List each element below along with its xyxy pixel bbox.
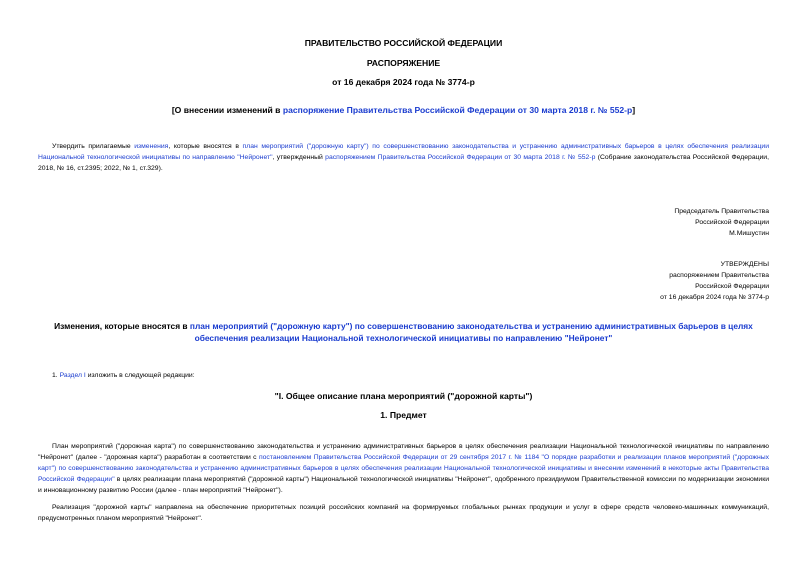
section-title: "I. Общее описание плана мероприятий ("дорожной карты")	[274, 391, 533, 401]
signature-block	[569, 206, 769, 239]
para1-text-1: Утвердить прилагаемые	[52, 143, 135, 150]
changes-title	[38, 320, 769, 344]
item-1	[38, 370, 769, 381]
paragraph-2	[38, 441, 769, 496]
item-1-number: 1.	[52, 372, 60, 379]
changes-title-text: Изменения, которые вносятся в	[54, 321, 190, 331]
approval-line-2: распоряжением Правительства	[669, 272, 769, 279]
para1-text-3: , утвержденный	[272, 154, 326, 161]
roadmap-link[interactable]: план мероприятий ("дорожную карту") по совершенствованию законодательства и устранению административных барьеров в целях обеспечения реализации Национальной технологической инициативы по направлению "Нейронет"	[38, 143, 769, 161]
item-1-text: изложить в следующей редакции:	[85, 372, 195, 379]
org-title: ПРАВИТЕЛЬСТВО РОССИЙСКОЙ ФЕДЕРАЦИИ	[304, 38, 503, 48]
subsection-title: 1. Предмет	[380, 410, 427, 420]
changes-link[interactable]: изменения	[134, 143, 169, 150]
approval-line-3: Российской Федерации	[695, 283, 769, 290]
approval-line-1: УТВЕРЖДЕНЫ	[720, 261, 769, 268]
signature-line-1: Председатель Правительства	[674, 208, 769, 215]
approval-line-4: от 16 декабря 2024 года № 3774-р	[660, 294, 769, 301]
subject-prefix: [О внесении изменений в	[171, 105, 283, 115]
para2-text-1: План мероприятий ("дорожная карта") по совершенствованию законодательства и устранению административных барьеров в целях обеспечения реализации Национальной технологической инициативы по направлению "Нейронет" (далее - "дорожная карта") разработан в соответствии с	[38, 443, 769, 461]
resolution-link[interactable]: постановлением Правительства Российской Федерации от 29 сентября 2017 г. № 1184 "О порядке разработки и реализации планов мероприятий ("дорожных карт") по совершенствованию законодательства и устранению административных барьеров в целях обеспечения реализации Национальной технологической инициативы и внесении изменений в некоторые акты Правительства Российской Федерации"	[38, 454, 770, 483]
order-link[interactable]: распоряжением Правительства Российской Федерации от 30 марта 2018 г. № 552-р	[325, 154, 596, 161]
approval-block	[569, 259, 769, 303]
signature-line-3: М.Мишустин	[729, 230, 769, 237]
paragraph-3: Реализация "дорожной карты" направлена на обеспечение приоритетных позиций российских компаний на формируемых глобальных рынках продукции и услуг в сфере средств человеко-машинных коммуникаций, предусмотренных планом мероприятий "Нейронет".	[38, 504, 769, 522]
doc-subject	[0, 105, 807, 115]
signature-line-2: Российской Федерации	[695, 219, 769, 226]
para1-text-2: , которые вносятся в	[168, 143, 243, 150]
section-link[interactable]: Раздел I	[59, 372, 86, 379]
para1-text-4: (Собрание законодательства Российской Федерации, 2018, № 16, ст.2395; 2022, № 1, ст.329).	[38, 154, 769, 172]
doc-date-number: от 16 декабря 2024 года № 3774-р	[332, 77, 475, 87]
para2-text-2: в целях реализации плана мероприятий ("дорожной карты") Национальной технологической инициативы "Нейронет", одобренного президиумом Правительственной комиссии по модернизации экономики и инновационному развитию России (далее - план мероприятий "Нейронет").	[38, 476, 769, 494]
subject-link[interactable]: распоряжение Правительства Российской Федерации от 30 марта 2018 г. № 552-р	[282, 105, 633, 115]
doc-type-title: РАСПОРЯЖЕНИЕ	[366, 58, 441, 68]
changes-title-link[interactable]: план мероприятий ("дорожную карту") по совершенствованию законодательства и устранению административных барьеров в целях обеспечения реализации Национальной технологической инициативы по направлению "Нейронет"	[189, 321, 753, 343]
subject-suffix: ]	[632, 105, 636, 115]
main-paragraph	[38, 141, 769, 174]
